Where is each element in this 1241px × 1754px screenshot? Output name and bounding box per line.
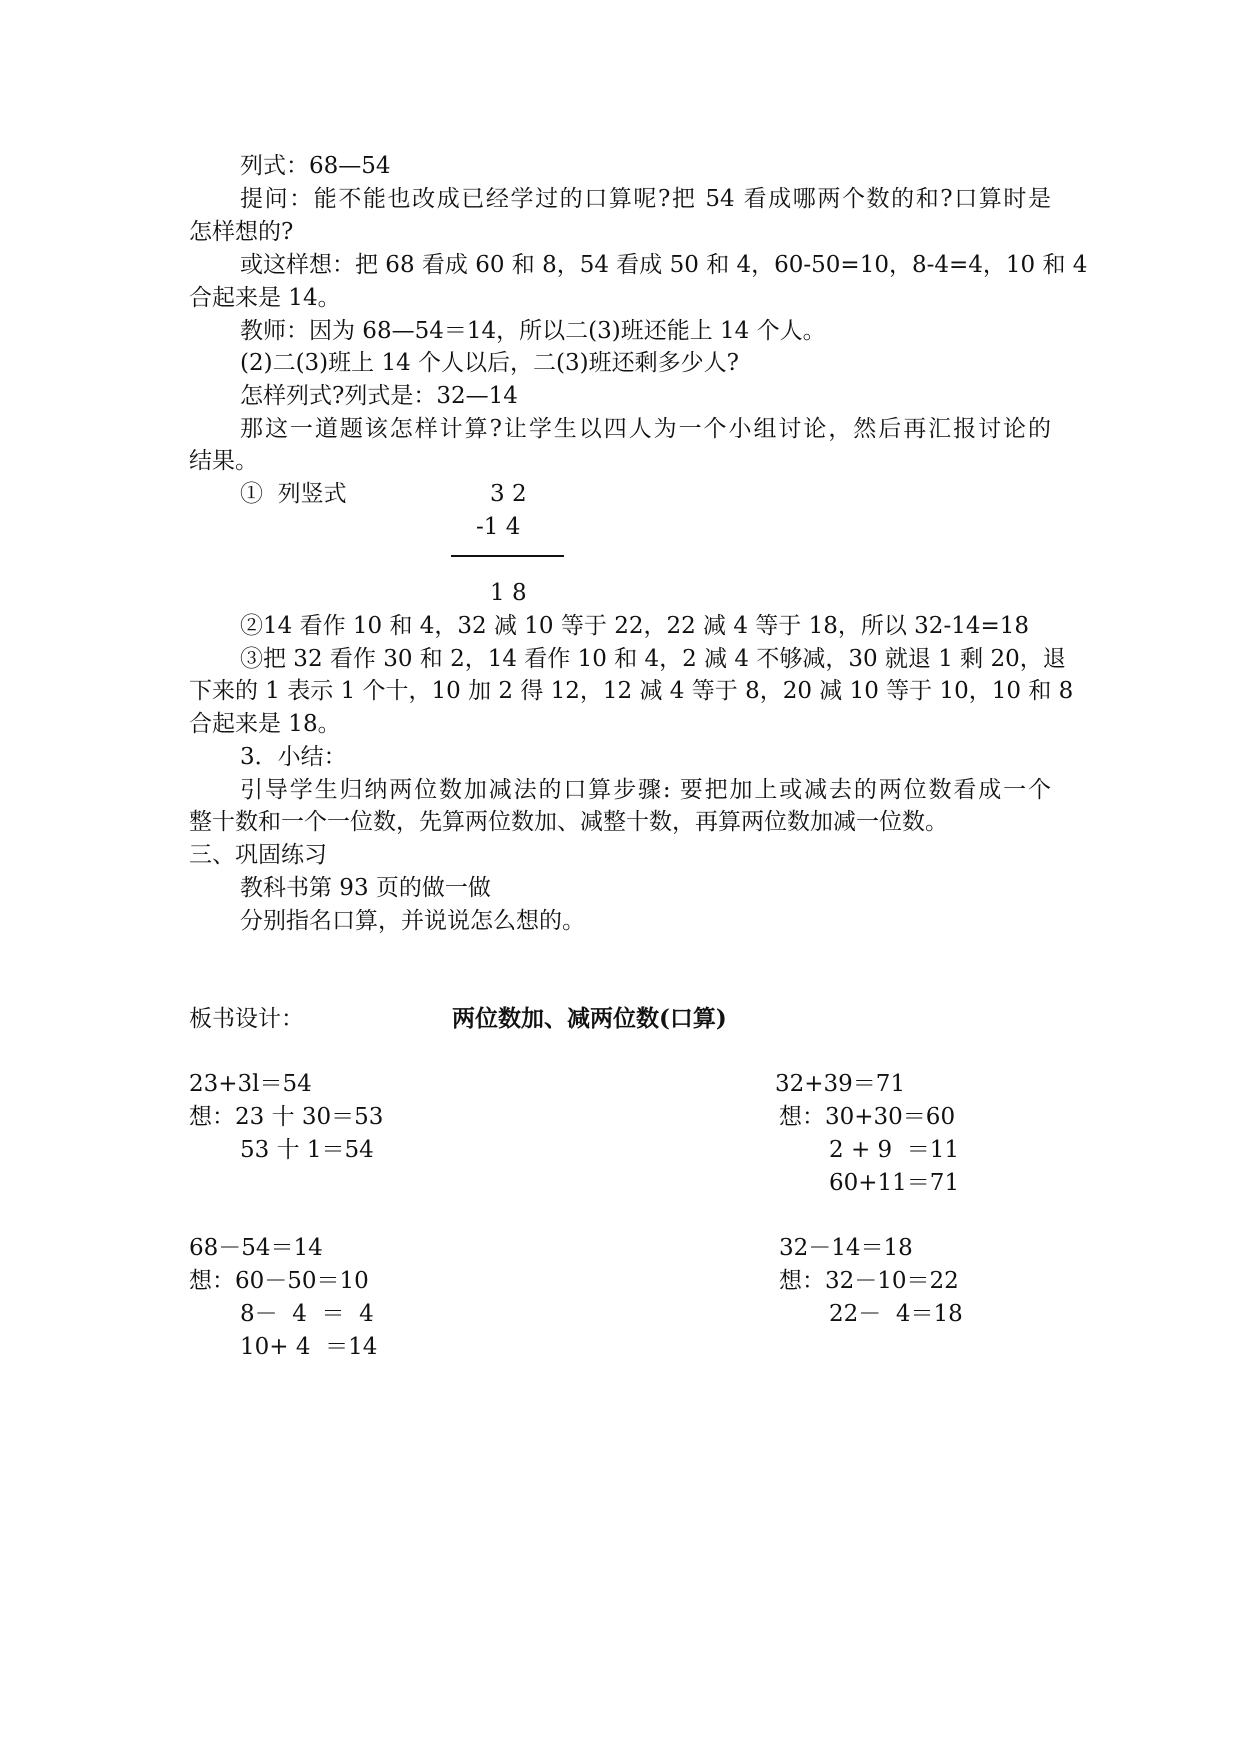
board-equation: 10+ 4 ＝14 bbox=[240, 1334, 378, 1360]
text-line: 引导学生归纳两位数加减法的口算步骤: 要把加上或减去的两位数看成一个 bbox=[240, 777, 1051, 803]
board-equation: 想：60－50＝10 bbox=[189, 1268, 369, 1294]
text-line: ① 列竖式 bbox=[240, 481, 347, 507]
board-equation: 23+3l＝54 bbox=[189, 1071, 312, 1097]
board-equation: 68－54＝14 bbox=[189, 1235, 323, 1261]
text-line: 整十数和一个一位数，先算两位数加、减整十数，再算两位数加减一位数。 bbox=[189, 809, 948, 835]
text-line: 那这一道题该怎样计算?让学生以四人为一个小组讨论，然后再汇报讨论的 bbox=[240, 416, 1051, 442]
text-line: 教科书第 93 页的做一做 bbox=[240, 875, 491, 901]
board-equation: 22－ 4＝18 bbox=[829, 1301, 963, 1327]
text-line: (2)二(3)班上 14 个人以后，二(3)班还剩多少人? bbox=[240, 350, 739, 376]
board-equation: 2 + 9 ＝11 bbox=[829, 1137, 960, 1163]
text-line: ②14 看作 10 和 4，32 减 10 等于 22，22 减 4 等于 18，所以 32-14=18 bbox=[240, 613, 1030, 639]
section-heading: 三、巩固练习 bbox=[189, 842, 327, 868]
text-line: 怎样列式?列式是：32—14 bbox=[240, 383, 518, 409]
vertical-calc-rule bbox=[451, 555, 564, 557]
text-line: 合起来是 14。 bbox=[189, 285, 341, 311]
board-equation: 53 十 1＝54 bbox=[240, 1137, 374, 1163]
board-title: 两位数加、减两位数(口算) bbox=[452, 1005, 727, 1032]
board-label: 板书设计： bbox=[189, 1006, 304, 1032]
text-line: ③把 32 看作 30 和 2，14 看作 10 和 4，2 减 4 不够减，30 就退 1 剩 20，退 bbox=[240, 646, 1066, 672]
text-line: 教师：因为 68—54＝14，所以二(3)班还能上 14 个人。 bbox=[240, 318, 826, 344]
text-line: 列式：68—54 bbox=[240, 153, 391, 179]
text-line: 提问：能不能也改成已经学过的口算呢?把 54 看成哪两个数的和?口算时是 bbox=[240, 186, 1051, 212]
board-equation: 想：23 十 30＝53 bbox=[189, 1104, 384, 1130]
text-line: 怎样想的? bbox=[189, 219, 294, 245]
vertical-calc-subtrahend: -1 4 bbox=[476, 514, 521, 540]
board-equation: 32+39＝71 bbox=[775, 1071, 906, 1097]
board-equation: 32－14＝18 bbox=[779, 1235, 913, 1261]
text-line: 合起来是 18。 bbox=[189, 711, 341, 737]
text-line: 分别指名口算，并说说怎么想的。 bbox=[240, 908, 585, 934]
board-equation: 想：32－10＝22 bbox=[779, 1268, 959, 1294]
board-equation: 8－ 4 ＝ 4 bbox=[240, 1301, 374, 1327]
vertical-calc-result: 1 8 bbox=[490, 580, 527, 606]
board-equation: 60+11＝71 bbox=[829, 1170, 960, 1196]
text-line: 或这样想：把 68 看成 60 和 8，54 看成 50 和 4，60-50=10，8-4=4，10 和 4 bbox=[240, 252, 1088, 278]
text-line: 3．小结： bbox=[240, 744, 347, 770]
board-equation: 想：30+30＝60 bbox=[779, 1104, 956, 1130]
vertical-calc-minuend: 3 2 bbox=[490, 481, 527, 507]
text-line: 下来的 1 表示 1 个十，10 加 2 得 12，12 减 4 等于 8，20 减 10 等于 10，10 和 8 bbox=[189, 678, 1074, 704]
text-line: 结果。 bbox=[189, 448, 258, 474]
